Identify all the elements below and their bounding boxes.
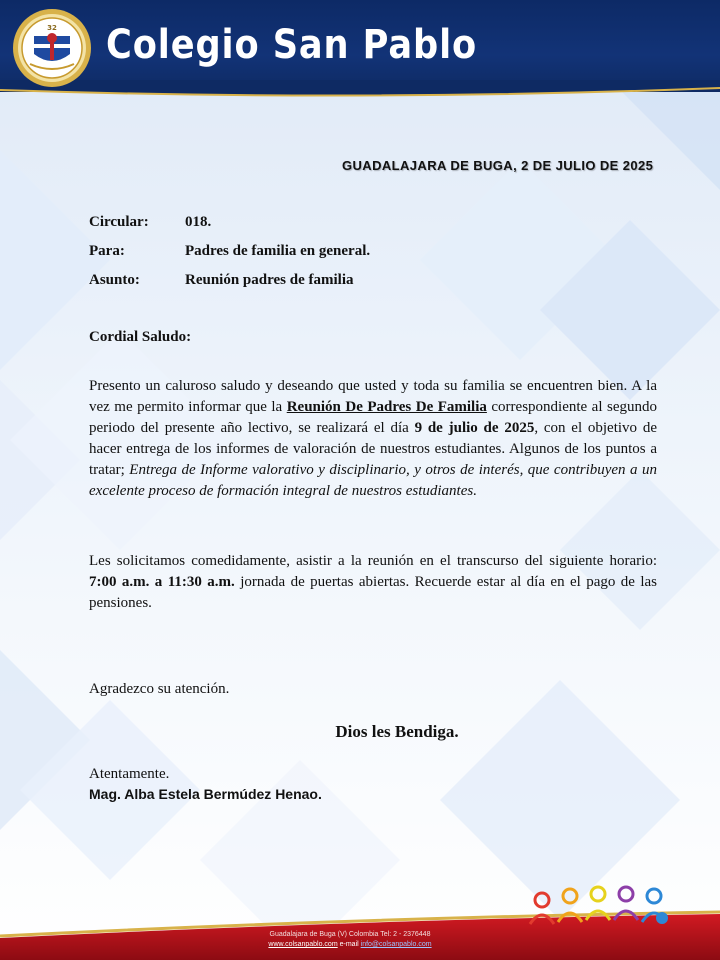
recipients: Padres de familia en general. xyxy=(185,243,371,259)
footer-contact: www.colsanpablo.com e-mail info@colsanpablo.com xyxy=(268,941,432,948)
para-label: Para: xyxy=(89,243,125,259)
blessing: Dios les Bendiga. xyxy=(335,722,459,741)
circular-number: 018. xyxy=(185,214,212,230)
circular-label: Circular: xyxy=(89,214,149,230)
footer-email-link[interactable]: info@colsanpablo.com xyxy=(360,941,432,948)
meeting-topics: Entrega de Informe valorativo y disciplinario, y otros de interés, que contribuyen a un excelente proceso de formación integral de nuestros estudiantes. xyxy=(89,462,657,499)
thanks-line: Agradezco su atención. xyxy=(89,681,230,697)
meeting-hours: 7:00 a.m. a 11:30 a.m. xyxy=(89,574,235,590)
asunto-label: Asunto: xyxy=(89,272,140,288)
meeting-date: 9 de julio de 2025 xyxy=(414,420,535,436)
body-paragraph-1: Presento un caluroso saludo y deseando que usted y toda su familia se encuentren bien. A la vez me permito informar que la Reunión De Padres De Familia correspondiente al segundo periodo del presente año lectivo, se realizará el día 9 de julio de 2025, con el objetivo de hacer entrega de los informes de valoración de nuestros estudiantes. Algunos de los puntos a tratar; Entrega de Informe valorativo y disciplinario, y otros de interés, que contribuyen a un excelente proceso de formación integral de nuestros estudiantes. xyxy=(89,378,657,499)
logo-number: 32 xyxy=(47,24,57,32)
header-gold-stripe xyxy=(0,80,720,110)
date-line: GUADALAJARA DE BUGA, 2 DE JULIO DE 2025 xyxy=(342,158,654,173)
greeting: Cordial Saludo: xyxy=(89,329,192,345)
subject: Reunión padres de familia xyxy=(185,272,354,288)
school-name: Colegio San Pablo xyxy=(106,22,478,68)
children-illustration xyxy=(526,884,676,928)
footer-address: Guadalajara de Buga (V) Colombia Tel: 2 - 2376448 xyxy=(269,931,431,938)
school-logo xyxy=(12,8,92,88)
body-paragraph-2: Les solicitamos comedidamente, asistir a la reunión en el transcurso del siguiente horario: 7:00 a.m. a 11:30 a.m. jornada de puertas abiertas. Recuerde estar al día en el pago de las pensiones. xyxy=(89,553,658,611)
footer-website-link[interactable]: www.colsanpablo.com xyxy=(268,941,338,948)
meeting-name: Reunión De Padres De Familia xyxy=(286,399,487,415)
closing-line: Atentamente. xyxy=(89,766,170,782)
signer-name: Mag. Alba Estela Bermúdez Henao. xyxy=(89,786,322,802)
